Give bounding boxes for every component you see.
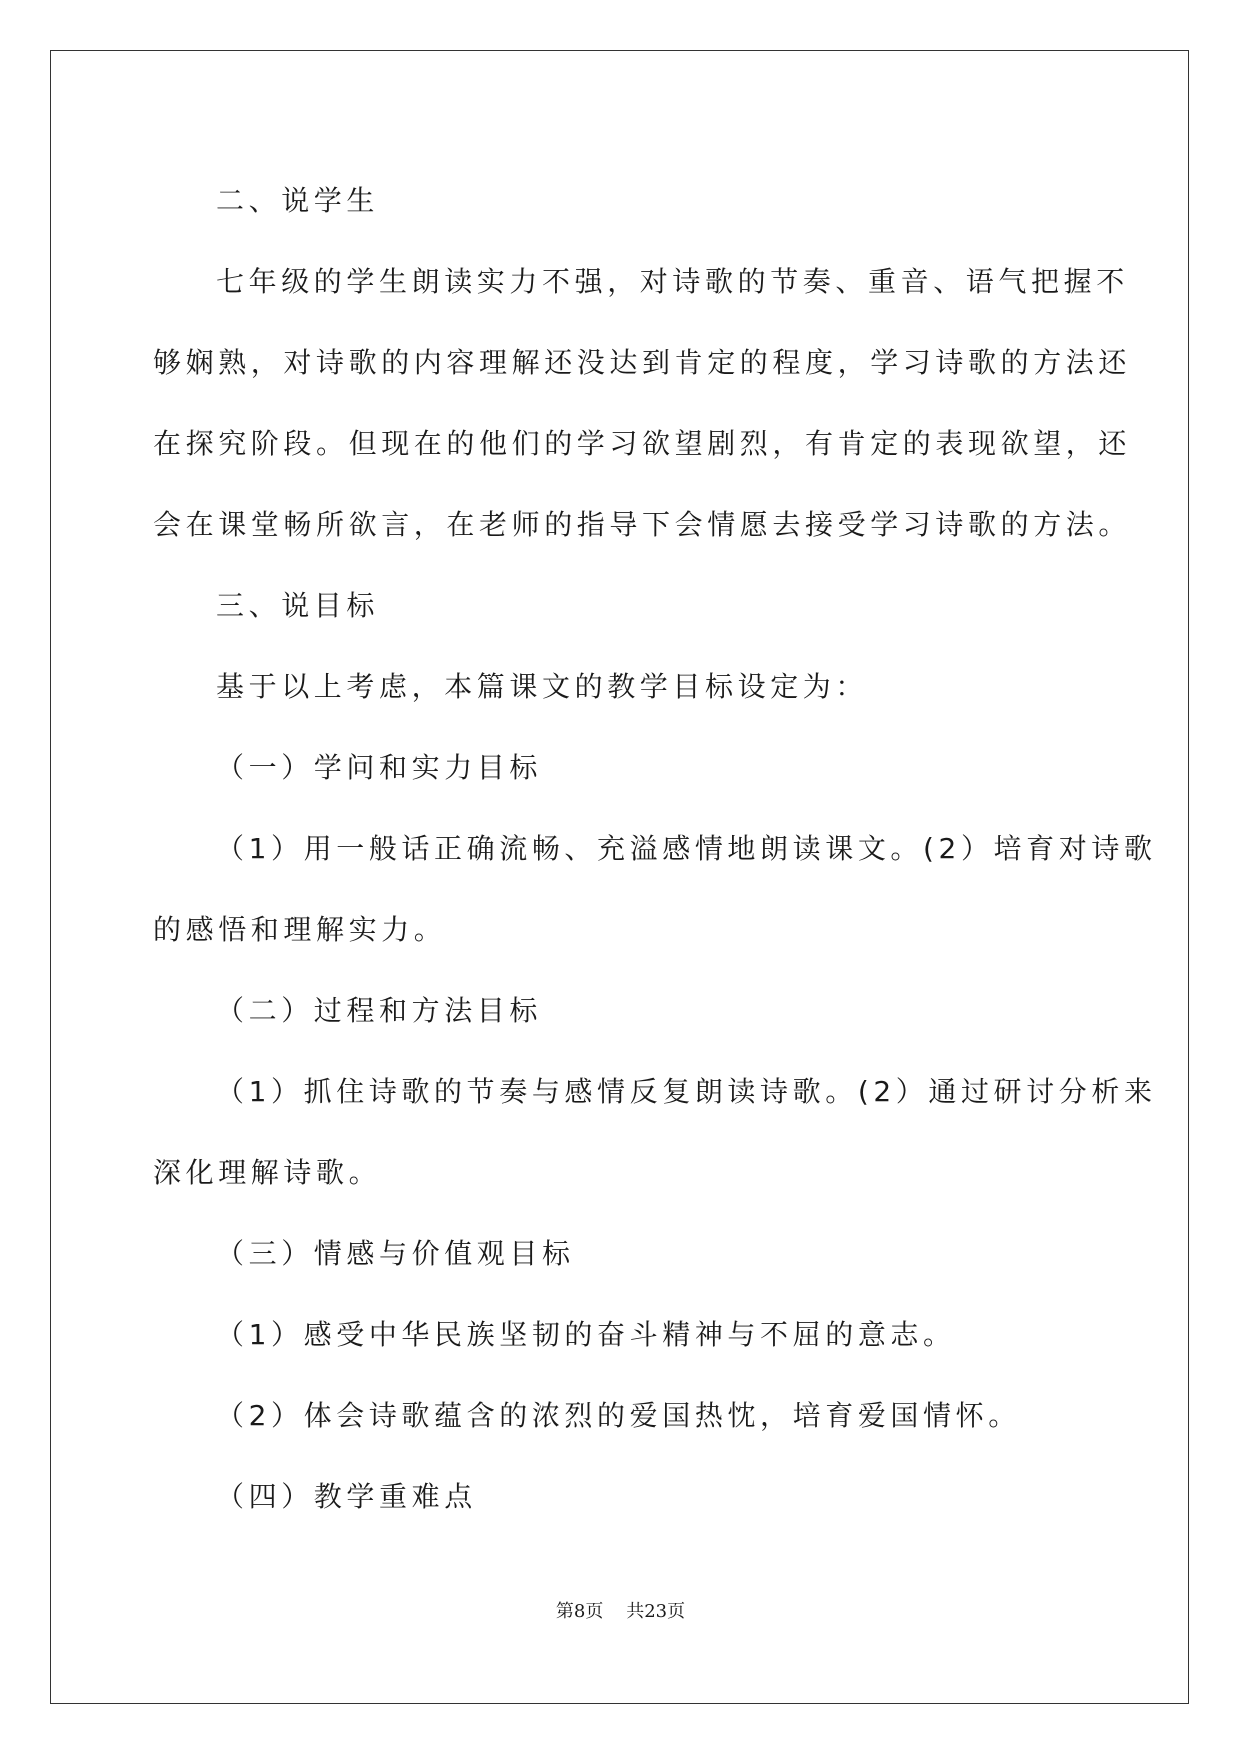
paragraph-students	[153, 241, 1132, 565]
text-line: 够娴熟，对诗歌的内容理解还没达到肯定的程度，学习诗歌的方法还	[153, 346, 1132, 379]
list-item-emotion-1	[153, 1294, 1093, 1375]
heading-line: （三）情感与价值观目标	[216, 1237, 575, 1270]
heading-line: （四）教学重难点	[216, 1480, 477, 1513]
footer-page-number: 8	[573, 1601, 586, 1622]
document-body	[153, 160, 1157, 1537]
paragraph-intro	[153, 646, 1093, 727]
footer-page-label: 第	[555, 1601, 574, 1622]
heading-line: （一）学问和实力目标	[216, 751, 543, 784]
footer-total-label: 共	[626, 1601, 645, 1622]
text-line: 会在课堂畅所欲言，在老师的指导下会情愿去接受学习诗歌的方法。	[153, 508, 1132, 541]
subheading-process-goals	[153, 970, 1093, 1051]
page-footer	[0, 1600, 1241, 1624]
heading-line: 二、说学生	[216, 184, 380, 217]
section-heading-goals	[153, 565, 1093, 646]
text-line: 七年级的学生朗读实力不强，对诗歌的节奏、重音、语气把握不	[216, 265, 1129, 298]
subheading-knowledge-goals	[153, 727, 1093, 808]
text-line: （1）抓住诗歌的节奏与感情反复朗读诗歌。(2）通过研讨分析来	[216, 1075, 1157, 1108]
text-line: 在探究阶段。但现在的他们的学习欲望剧烈，有肯定的表现欲望，还	[153, 427, 1132, 460]
text-line: （1）用一般话正确流畅、充溢感情地朗读课文。(2）培育对诗歌	[216, 832, 1157, 865]
heading-line: 三、说目标	[216, 589, 380, 622]
text-line: （1）感受中华民族坚韧的奋斗精神与不屈的意志。	[216, 1318, 956, 1351]
subheading-emotion-goals	[153, 1213, 1093, 1294]
subheading-key-difficulties	[153, 1456, 1093, 1537]
footer-page-suffix: 页	[585, 1601, 604, 1622]
text-line: 基于以上考虑，本篇课文的教学目标设定为：	[216, 670, 869, 703]
paragraph-process-goals	[153, 1051, 1157, 1213]
section-heading-students	[153, 160, 1093, 241]
footer-total-suffix: 页	[667, 1601, 686, 1622]
heading-line: （二）过程和方法目标	[216, 994, 543, 1027]
list-item-emotion-2	[153, 1375, 1093, 1456]
paragraph-knowledge-goals	[153, 808, 1157, 970]
footer-total-pages: 23	[644, 1601, 668, 1622]
text-line: 深化理解诗歌。	[153, 1156, 382, 1189]
text-line: （2）体会诗歌蕴含的浓烈的爱国热忱，培育爱国情怀。	[216, 1399, 1021, 1432]
text-line: 的感悟和理解实力。	[153, 913, 447, 946]
